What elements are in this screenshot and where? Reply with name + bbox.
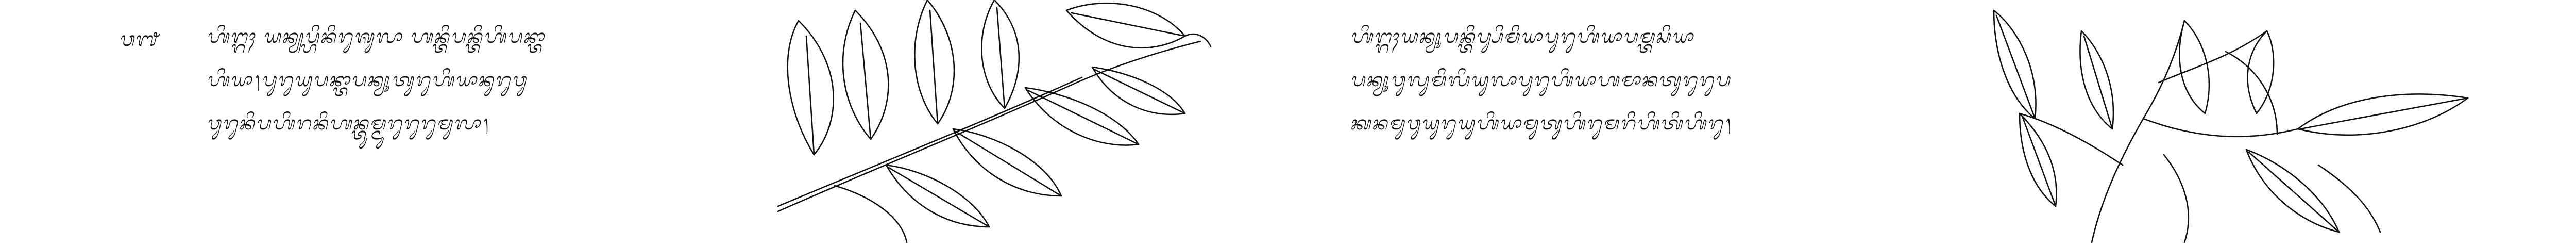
illustration-plant: [1989, 0, 2478, 244]
plant-drawing-icon: [1989, 0, 2478, 244]
text-line: ᬳᬶᬗ᭄ᬕᬄ ᬬᬦ᭄ᬬᬧ᭄ᬳᬶᬦᬶᬭᬸᬰᬸᬮᬵ ᬳᬦ᭄ᬢᬶᬧᬦ᭄ᬢᬶᬳᬶᬧᬦ᭄ᬢᬵ: [206, 26, 545, 47]
text-block-2: [1350, 15, 1953, 145]
text-line: ᬯᬸᬭᬸᬦᬶᬧᬳᬶᬭᬦᬶᬳᬦ᭄ᬢᬸᬫ᭄ᬫᬸᬭᬸᬭᬸᬭᬸᬫᬸᬮᬵ᭞: [206, 113, 490, 134]
illustration-branch: [757, 0, 1252, 244]
text-line: ᬓᬦᬫᬸᬯᬸᬬᬸᬭᬸᬬᬸᬳᬶᬬᬵᬫᬸᬢᬸᬳᬶᬭᬸᬫᬭᬶᬳᬶᬢᬶᬳᬶᬭᬸ᭞: [1350, 113, 1732, 134]
text-line: ᬧᬦ᭄ᬬᬸᬯᬸᬮᬸᬫᬶᬮᬶᬬᬸᬮᬵᬧᬸᬭᬸᬳᬶᬬᬵᬳᬫᬵᬦᬢᬸᬭᬸᬭᬸᬧ: [1350, 70, 1731, 91]
leaf-number: ᬯ᭑: [118, 28, 158, 51]
branch-drawing-icon: [757, 0, 1252, 244]
text-line: ᬳᬶᬗ᭄ᬕᬄᬬᬦ᭄ᬬᬸᬧᬦ᭄ᬢᬶᬧ᭄ᬲᬶᬫᬶᬬᬵᬧᬸᬭᬸᬳᬶᬬᬵᬧᬫ᭄ᬢᬲᬶᬬᬵ: [1350, 26, 1694, 47]
text-line: ᬳᬶᬬᬵ᭞ᬧᬸᬭᬸᬬᬸᬧᬦ᭄ᬢᬵᬧᬦ᭄ᬬᬸᬢᬸᬭᬸᬳᬶᬬᬵᬦᬸᬭᬸᬯᬸ: [206, 70, 527, 91]
text-block-1: [206, 15, 732, 145]
